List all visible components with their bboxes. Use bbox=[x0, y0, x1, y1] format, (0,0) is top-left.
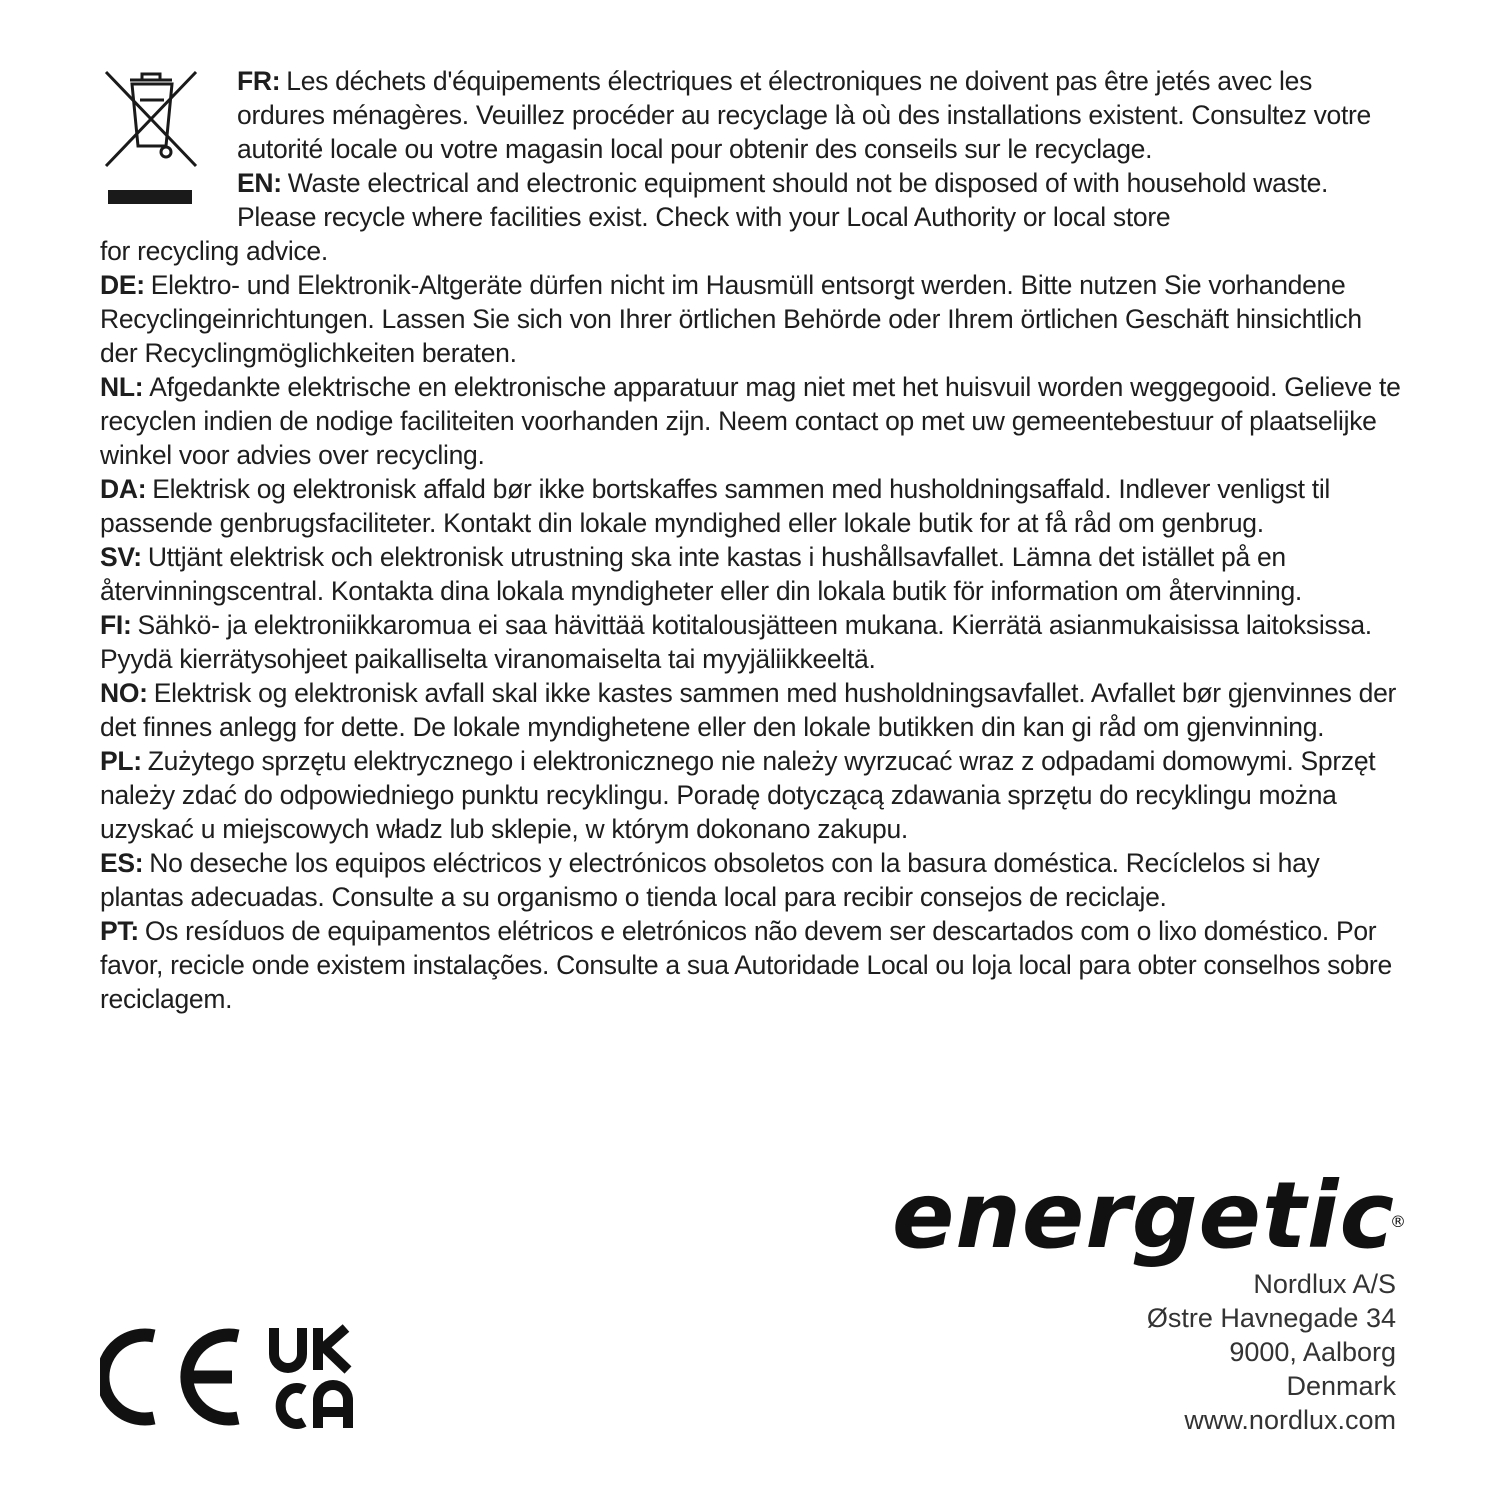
language-code: DA : bbox=[100, 474, 146, 504]
notice-no bbox=[100, 676, 1405, 744]
notice-text: Uttjänt elektrisk och elektronisk utrustning ska inte kastas i hushållsavfallet. Lämna det istället på en återvinningscentral. Kontakta dina lokala myndigheter eller din lokala butik för information om återvinning. bbox=[100, 542, 1302, 606]
registered-mark: ® bbox=[1390, 1212, 1407, 1231]
postal-city: 9000, Aalborg bbox=[1229, 1337, 1396, 1367]
notice-text: Zużytego sprzętu elektrycznego i elektronicznego nie należy wyrzucać wraz z odpadami domowymi. Sprzęt należy zdać do odpowiedniego punktu recyklingu. Poradę dotyczącą zdawania sprzętu do recyklingu można uzyskać u miejscowych władz lub sklepie, w którym dokonano zakupu. bbox=[100, 746, 1376, 844]
language-code: EN : bbox=[237, 168, 282, 198]
company-address bbox=[1147, 1267, 1396, 1437]
notice-text: Elektrisk og elektronisk avfall skal ikke kastes sammen med husholdningsavfallet. Avfallet bør gjenvinnes der det finnes anlegg for dette. De lokale myndighetene eller den lokale butikken din kan gi råd om gjenvinning. bbox=[100, 678, 1397, 742]
language-code: NL : bbox=[100, 372, 143, 402]
language-code: PL : bbox=[100, 746, 142, 776]
language-code: FI : bbox=[100, 610, 131, 640]
notice-text: Elektro- und Elektronik-Altgeräte dürfen nicht im Hausmüll entsorgt werden. Bitte nutzen Sie vorhandene Recyclingeinrichtungen. Lassen Sie sich von Ihrer örtlichen Behörde oder Ihrem örtlichen Geschäft hinsichtlich der Recyclingmöglichkeiten beraten. bbox=[100, 270, 1362, 368]
country: Denmark bbox=[1286, 1371, 1396, 1401]
ce-mark bbox=[103, 1335, 238, 1419]
language-code: DE : bbox=[100, 270, 145, 300]
notice-fi bbox=[100, 608, 1405, 676]
notice-pl bbox=[100, 744, 1405, 846]
language-code: ES : bbox=[100, 848, 143, 878]
language-code: FR : bbox=[237, 66, 280, 96]
notice-sv bbox=[100, 540, 1405, 608]
notice-text: Les déchets d'équipements électriques et électroniques ne doivent pas être jetés avec les ordures ménagères. Veuillez procéder au recyclage là où des installations existent. Consultez votre autorité locale ou votre magasin local pour obtenir des conseils sur le recyclage. bbox=[237, 66, 1371, 164]
notice-text: Os resíduos de equipamentos elétricos e eletrónicos não devem ser descartados com o lixo doméstico. Por favor, recicle onde existem instalações. Consulte a sua Autoridade Local ou loja local para obter conselhos sobre reciclagem. bbox=[100, 916, 1392, 1014]
language-code: PT : bbox=[100, 916, 139, 946]
notice-text: Sähkö- ja elektroniikkaromua ei saa hävittää kotitalousjätteen mukana. Kierrätä asianmukaisissa laitoksissa. Pyydä kierrätysohjeet paikalliselta viranomaiselta tai myyjäliikkeeltä. bbox=[100, 610, 1372, 674]
notice-da bbox=[100, 472, 1405, 540]
notice-en-tail: for recycling advice. bbox=[100, 236, 328, 266]
language-code: SV : bbox=[100, 542, 142, 572]
notice-text: Elektrisk og elektronisk affald bør ikke bortskaffes sammen med husholdningsaffald. Indlever venligst til passende genbrugsfaciliteter. Kontakt din lokale myndighed eller lokale butik for at få råd om genbrug. bbox=[100, 474, 1331, 538]
ukca-mark bbox=[274, 1328, 348, 1428]
weee-disposal-notice bbox=[100, 64, 1405, 1016]
notice-nl bbox=[100, 370, 1405, 472]
notice-de bbox=[100, 268, 1405, 370]
notice-en bbox=[100, 166, 1405, 234]
company-name: Nordlux A/S bbox=[1253, 1269, 1396, 1299]
notice-pt bbox=[100, 914, 1405, 1016]
website: www.nordlux.com bbox=[1184, 1405, 1396, 1435]
certification-marks bbox=[100, 1322, 380, 1432]
notice-text: Afgedankte elektrische en elektronische apparatuur mag niet met het huisvuil worden weggegooid. Gelieve te recyclen indien de nodige faciliteiten voorhanden zijn. Neem contact op met uw gemeentebestuur of plaatselijke winkel voor advies over recycling. bbox=[100, 372, 1401, 470]
notice-text: Waste electrical and electronic equipment should not be disposed of with household waste. Please recycle where facilities exist. Check with your Local Authority or local store bbox=[237, 168, 1329, 232]
logo-text: energetic bbox=[892, 1162, 1395, 1269]
notice-es bbox=[100, 846, 1405, 914]
notice-text: No deseche los equipos eléctricos y electrónicos obsoletos con la basura doméstica. Recíclelos si hay plantas adecuadas. Consulte a su organismo o tienda local para recibir consejos de reciclaje. bbox=[100, 848, 1320, 912]
language-code: NO : bbox=[100, 678, 148, 708]
energetic-logo bbox=[892, 1162, 1407, 1269]
notice-fr bbox=[100, 64, 1405, 166]
street-address: Østre Havnegade 34 bbox=[1146, 1303, 1396, 1333]
